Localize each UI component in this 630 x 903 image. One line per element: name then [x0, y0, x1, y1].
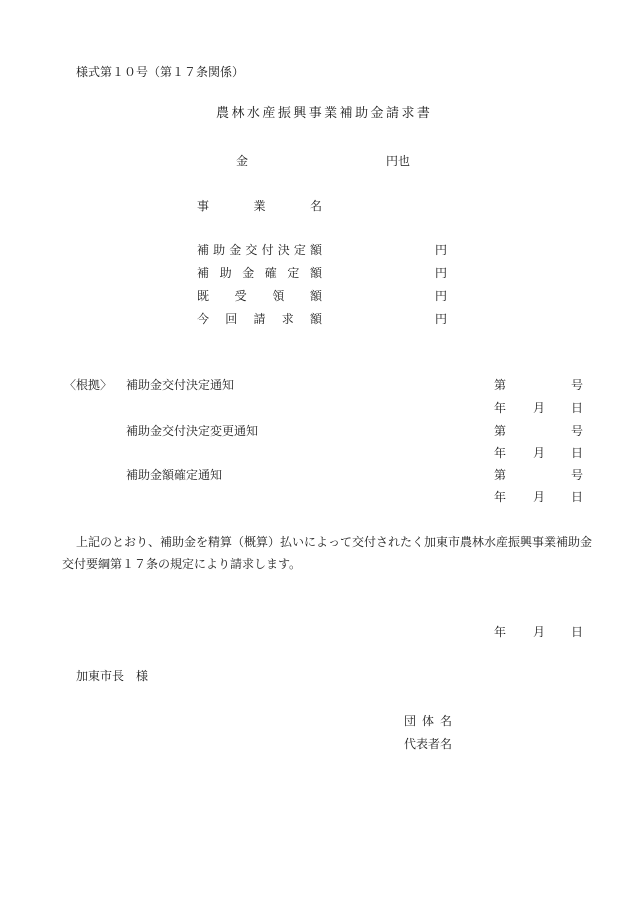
request-statement-text: 上記のとおり、補助金を精算（概算）払いによって交付されたく加東市農林水産振興事業補助金交付要綱第１７条の規定により請求します。: [62, 535, 593, 571]
title-char: 水: [246, 106, 260, 121]
basis-item-decision-day: 日: [571, 401, 584, 415]
amount-row-label-char: 定: [287, 266, 300, 280]
title-char: 業: [324, 106, 338, 121]
title-char: 請: [385, 106, 399, 121]
confirmed-amount-unit: 円: [435, 266, 448, 280]
basis-item-change-year: 年: [494, 446, 507, 460]
amount-row-label-char: 今: [197, 312, 210, 326]
title-char: 振: [277, 106, 291, 121]
representative-name-label: 代表者名: [404, 737, 453, 751]
basis-item-decision-year: 年: [494, 401, 507, 415]
basis-item-confirmation-no-suffix: 号: [571, 468, 584, 482]
title-char: 農: [216, 106, 230, 121]
date-day: 日: [571, 625, 584, 639]
project-name-char: 事: [197, 199, 210, 213]
basis-item-confirmation-year: 年: [494, 490, 507, 504]
organization-name-char: 体: [421, 714, 434, 728]
basis-item-decision-no-prefix: 第: [494, 378, 507, 392]
amount-row-label-char: 求: [281, 312, 294, 326]
request-amount-label: [197, 312, 322, 326]
document-title: [216, 107, 430, 121]
amount-row-label-char: 額: [309, 266, 322, 280]
amount-row-label-char: 回: [225, 312, 238, 326]
title-char: 書: [416, 106, 430, 121]
basis-item-change: 補助金交付決定変更通知: [126, 424, 259, 438]
organization-name-char: 名: [439, 714, 452, 728]
basis-item-decision: 補助金交付決定通知: [126, 378, 235, 392]
title-char: 求: [401, 106, 415, 121]
received-amount-label: [197, 289, 322, 303]
amount-row-label-char: 補: [197, 266, 210, 280]
amount-row-label-char: 請: [253, 312, 266, 326]
amount-row-label-char: 金: [242, 266, 255, 280]
amount-suffix: 円也: [386, 154, 411, 168]
title-char: 助: [355, 106, 369, 121]
request-statement: [62, 531, 592, 575]
amount-row-label-char: 補: [197, 243, 210, 257]
received-amount-unit: 円: [435, 289, 448, 303]
organization-name-label: [404, 714, 452, 728]
title-char: 事: [308, 106, 322, 121]
amount-row-label-char: 領: [272, 289, 285, 303]
basis-item-change-day: 日: [571, 446, 584, 460]
amount-row-label-char: 確: [264, 266, 277, 280]
title-char: 産: [262, 106, 276, 121]
project-name-label: [197, 199, 322, 213]
decided-amount-label: [197, 243, 322, 257]
title-char: 興: [293, 106, 307, 121]
basis-item-decision-no-suffix: 号: [571, 378, 584, 392]
amount-row-label-char: 交: [245, 243, 258, 257]
basis-item-confirmation-day: 日: [571, 490, 584, 504]
amount-prefix: 金: [236, 154, 249, 168]
date-year: 年: [494, 625, 507, 639]
request-amount-unit: 円: [435, 312, 448, 326]
basis-item-confirmation: 補助金額確定通知: [126, 468, 223, 482]
amount-row-label-char: 決: [277, 243, 290, 257]
organization-name-char: 団: [404, 714, 417, 728]
basis-item-decision-month: 月: [533, 401, 546, 415]
amount-row-label-char: 助: [213, 243, 226, 257]
amount-row-label-char: 額: [309, 312, 322, 326]
amount-row-label-char: 付: [261, 243, 274, 257]
amount-row-label-char: 助: [219, 266, 232, 280]
amount-row-label-char: 定: [293, 243, 306, 257]
title-char: 補: [339, 106, 353, 121]
amount-row-label-char: 金: [229, 243, 242, 257]
project-name-char: 業: [253, 199, 266, 213]
addressee: 加東市長 様: [76, 669, 149, 683]
amount-row-label-char: 額: [309, 243, 322, 257]
basis-label: 〈根拠〉: [64, 378, 113, 392]
amount-row-label-char: 額: [309, 289, 322, 303]
basis-item-confirmation-no-prefix: 第: [494, 468, 507, 482]
basis-item-confirmation-month: 月: [533, 490, 546, 504]
title-char: 林: [231, 106, 245, 121]
title-char: 金: [370, 106, 384, 121]
amount-row-label-char: 受: [234, 289, 247, 303]
form-number: 様式第１０号（第１７条関係）: [76, 65, 245, 79]
basis-item-change-no-suffix: 号: [571, 424, 584, 438]
decided-amount-unit: 円: [435, 243, 448, 257]
project-name-char: 名: [309, 199, 322, 213]
amount-row-label-char: 既: [197, 289, 210, 303]
date-month: 月: [533, 625, 546, 639]
basis-item-change-no-prefix: 第: [494, 424, 507, 438]
confirmed-amount-label: [197, 266, 322, 280]
basis-item-change-month: 月: [533, 446, 546, 460]
